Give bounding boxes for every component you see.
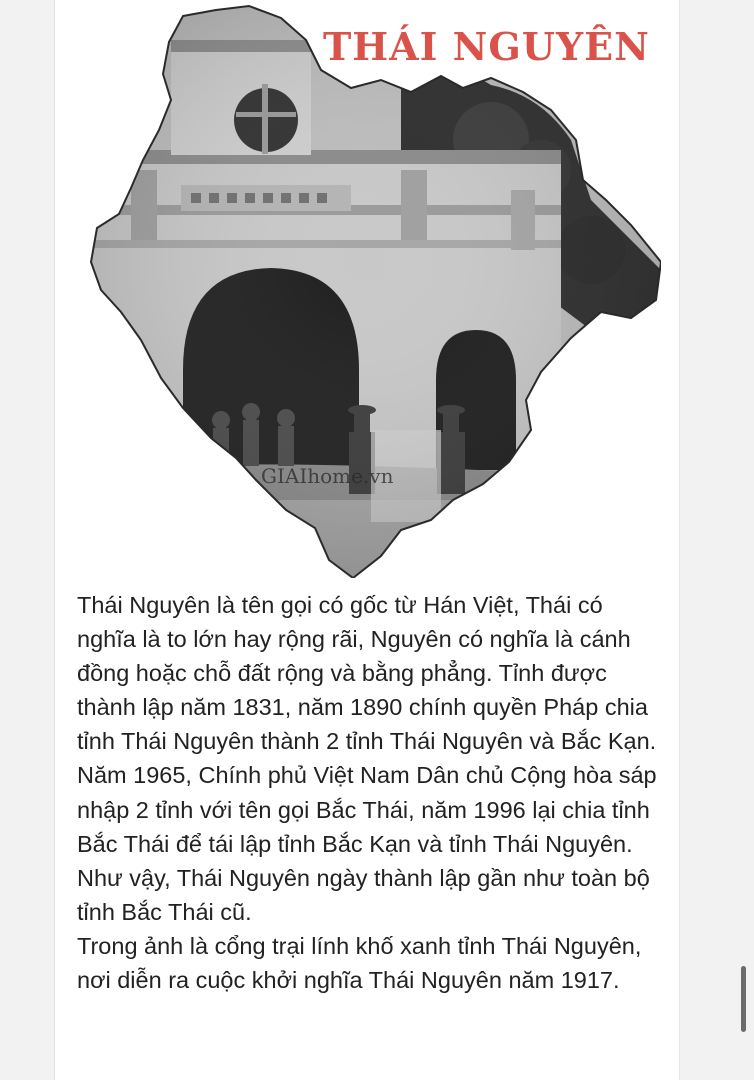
scrollbar-thumb[interactable] bbox=[741, 966, 746, 1032]
article-paragraph: Trong ảnh là cổng trại lính khố xanh tỉnh Thái Nguyên, nơi diễn ra cuộc khởi nghĩa Thái Nguyên năm 1917. bbox=[77, 932, 642, 994]
article-body bbox=[77, 588, 667, 997]
post-card bbox=[54, 0, 680, 1080]
article-paragraph: Thái Nguyên là tên gọi có gốc từ Hán Việt, Thái có nghĩa là to lớn hay rộng rãi, Nguyên có nghĩa là cánh đồng hoặc chỗ đất rộng và bằng phẳng. Tỉnh được thành lập năm 1831, năm 1890 chính quyền Pháp chia tỉnh Thái Nguyên thành 2 tỉnh Thái Nguyên và Bắc Kạn. Năm 1965, Chính phủ Việt Nam Dân chủ Cộng hòa sáp nhập 2 tỉnh với tên gọi Bắc Thái, năm 1996 lại chia tỉnh Bắc Thái để tái lập tỉnh Bắc Kạn và tỉnh Thái Nguyên. Như vậy, Thái Nguyên ngày thành lập gần như toàn bộ tỉnh Bắc Thái cũ. bbox=[77, 592, 657, 925]
image-title: THÁI NGUYÊN bbox=[323, 24, 650, 69]
image-watermark: GIAIhome.vn bbox=[261, 464, 394, 488]
province-map-photo bbox=[71, 0, 661, 578]
